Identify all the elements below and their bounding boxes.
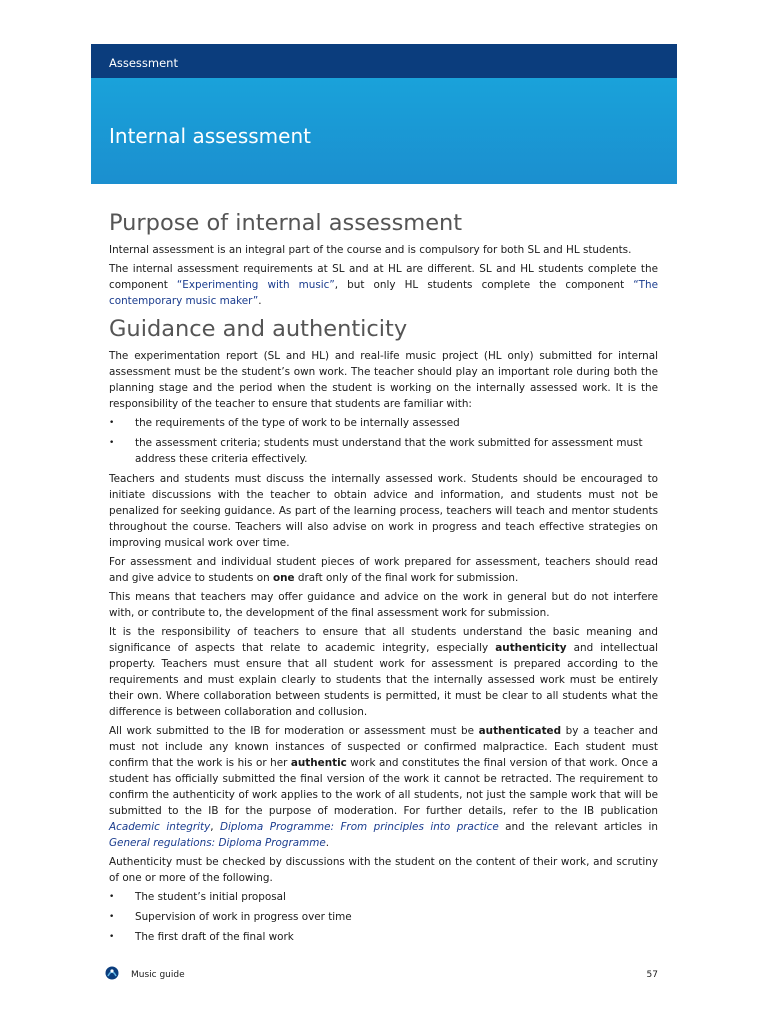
title-banner <box>91 78 677 184</box>
list-item: • The student’s initial proposal <box>109 889 658 905</box>
text-run: All work submitted to the IB for moderation or assessment must be <box>109 725 479 737</box>
section-header-bar <box>91 44 677 78</box>
guidance-paragraph-7: Authenticity must be checked by discussions with the student on the content of their work, and scrutiny of one or more of the following. <box>109 856 658 884</box>
guidance-paragraph-2: Teachers and students must discuss the internally assessed work. Students should be encouraged to initiate discussions with the teacher to obtain advice and information, and students must not be penalized for seeking guidance. As part of the learning process, teachers will teach and mentor students throughout the course. Teachers will also advise on work in progress and teach effective strategies on improving musical work over time. <box>109 473 658 549</box>
guidance-paragraph-6 <box>109 723 658 851</box>
link-dp-principles-into-practice[interactable]: Diploma Programme: From principles into practice <box>220 821 499 833</box>
text-run: by a teacher and must not include any known instances of suspected or confirmed malpractice. Each student must confirm that the work is his or her <box>109 725 658 769</box>
guidance-paragraph-5 <box>109 624 658 720</box>
bold-text: one <box>273 572 295 584</box>
link-academic-integrity[interactable]: Academic integrity <box>109 821 211 833</box>
link-general-regulations[interactable]: General regulations: Diploma Programme <box>109 837 326 849</box>
page-number: 57 <box>646 970 658 980</box>
text-run: . <box>258 295 262 307</box>
guidance-paragraph-4: This means that teachers may offer guidance and advice on the work in general but do not interfere with, or contribute to, the development of the final assessment work for submission. <box>109 591 658 619</box>
text-run: , but only HL students complete the component <box>334 279 634 291</box>
text-run: For assessment and individual student pieces of work prepared for assessment, teachers should read and give advice to students on <box>109 556 658 584</box>
text-run: It is the responsibility of teachers to ensure that all students understand the basic meaning and significance of aspects that relate to academic integrity, especially <box>109 626 658 654</box>
link-contemporary-music-maker[interactable]: “The contemporary music maker” <box>109 279 658 307</box>
list-item: • the requirements of the type of work to be internally assessed <box>109 415 658 431</box>
authenticity-check-list <box>109 889 658 945</box>
list-item: • The first draft of the final work <box>109 929 658 945</box>
guidance-paragraph-3 <box>109 554 658 586</box>
list-item: • the assessment criteria; students must understand that the work submitted for assessment must address these criteria effectively. <box>109 435 658 467</box>
text-run: and intellectual property. Teachers must ensure that all student work for assessment is prepared according to the requirements and must explain clearly to students that the internally assessed work must be entirely their own. Where collaboration between students is permitted, it must be clear to all students what the difference is between collaboration and collusion. <box>109 642 658 718</box>
text-run: and the relevant articles in <box>498 821 658 833</box>
link-experimenting-with-music[interactable]: “Experimenting with music” <box>176 279 335 291</box>
footer-guide-title: Music guide <box>131 970 185 980</box>
bold-text: authenticated <box>478 725 562 737</box>
responsibility-list <box>109 415 658 467</box>
bold-text: authenticity <box>495 642 567 654</box>
text-run: The internal assessment requirements at SL and at HL are different. SL and HL students complete the component <box>109 263 658 291</box>
page-title: Internal assessment <box>109 124 311 148</box>
list-item: • Supervision of work in progress over time <box>109 909 658 925</box>
text-run: . <box>325 837 330 849</box>
text-run: , <box>210 821 221 833</box>
text-run: work and constitutes the final version of that work. Once a student has officially submitted the final version of the work it cannot be retracted. The requirement to confirm the authenticity of work applies to the work of all students, not just the sample work that will be submitted to the IB for the purpose of moderation. For further details, refer to the IB publication <box>109 757 659 817</box>
guidance-paragraph-1: The experimentation report (SL and HL) and real-life music project (HL only) submitted for internal assessment must be the student’s own work. The teacher should play an important role during both the planning stage and the period when the student is working on the internally assessed work. It is the responsibility of the teacher to ensure that students are familiar with: <box>109 350 658 410</box>
main-content <box>109 208 658 949</box>
purpose-paragraph-2 <box>109 261 658 309</box>
page-footer <box>105 965 658 985</box>
heading-purpose: Purpose of internal assessment <box>109 210 463 236</box>
ib-logo-icon <box>105 966 119 980</box>
purpose-paragraph-1: Internal assessment is an integral part of the course and is compulsory for both SL and HL students. <box>109 244 632 256</box>
text-run: draft only of the final work for submission. <box>294 572 519 584</box>
heading-guidance: Guidance and authenticity <box>109 316 408 342</box>
section-label: Assessment <box>109 56 178 70</box>
bold-text: authentic <box>290 757 347 769</box>
